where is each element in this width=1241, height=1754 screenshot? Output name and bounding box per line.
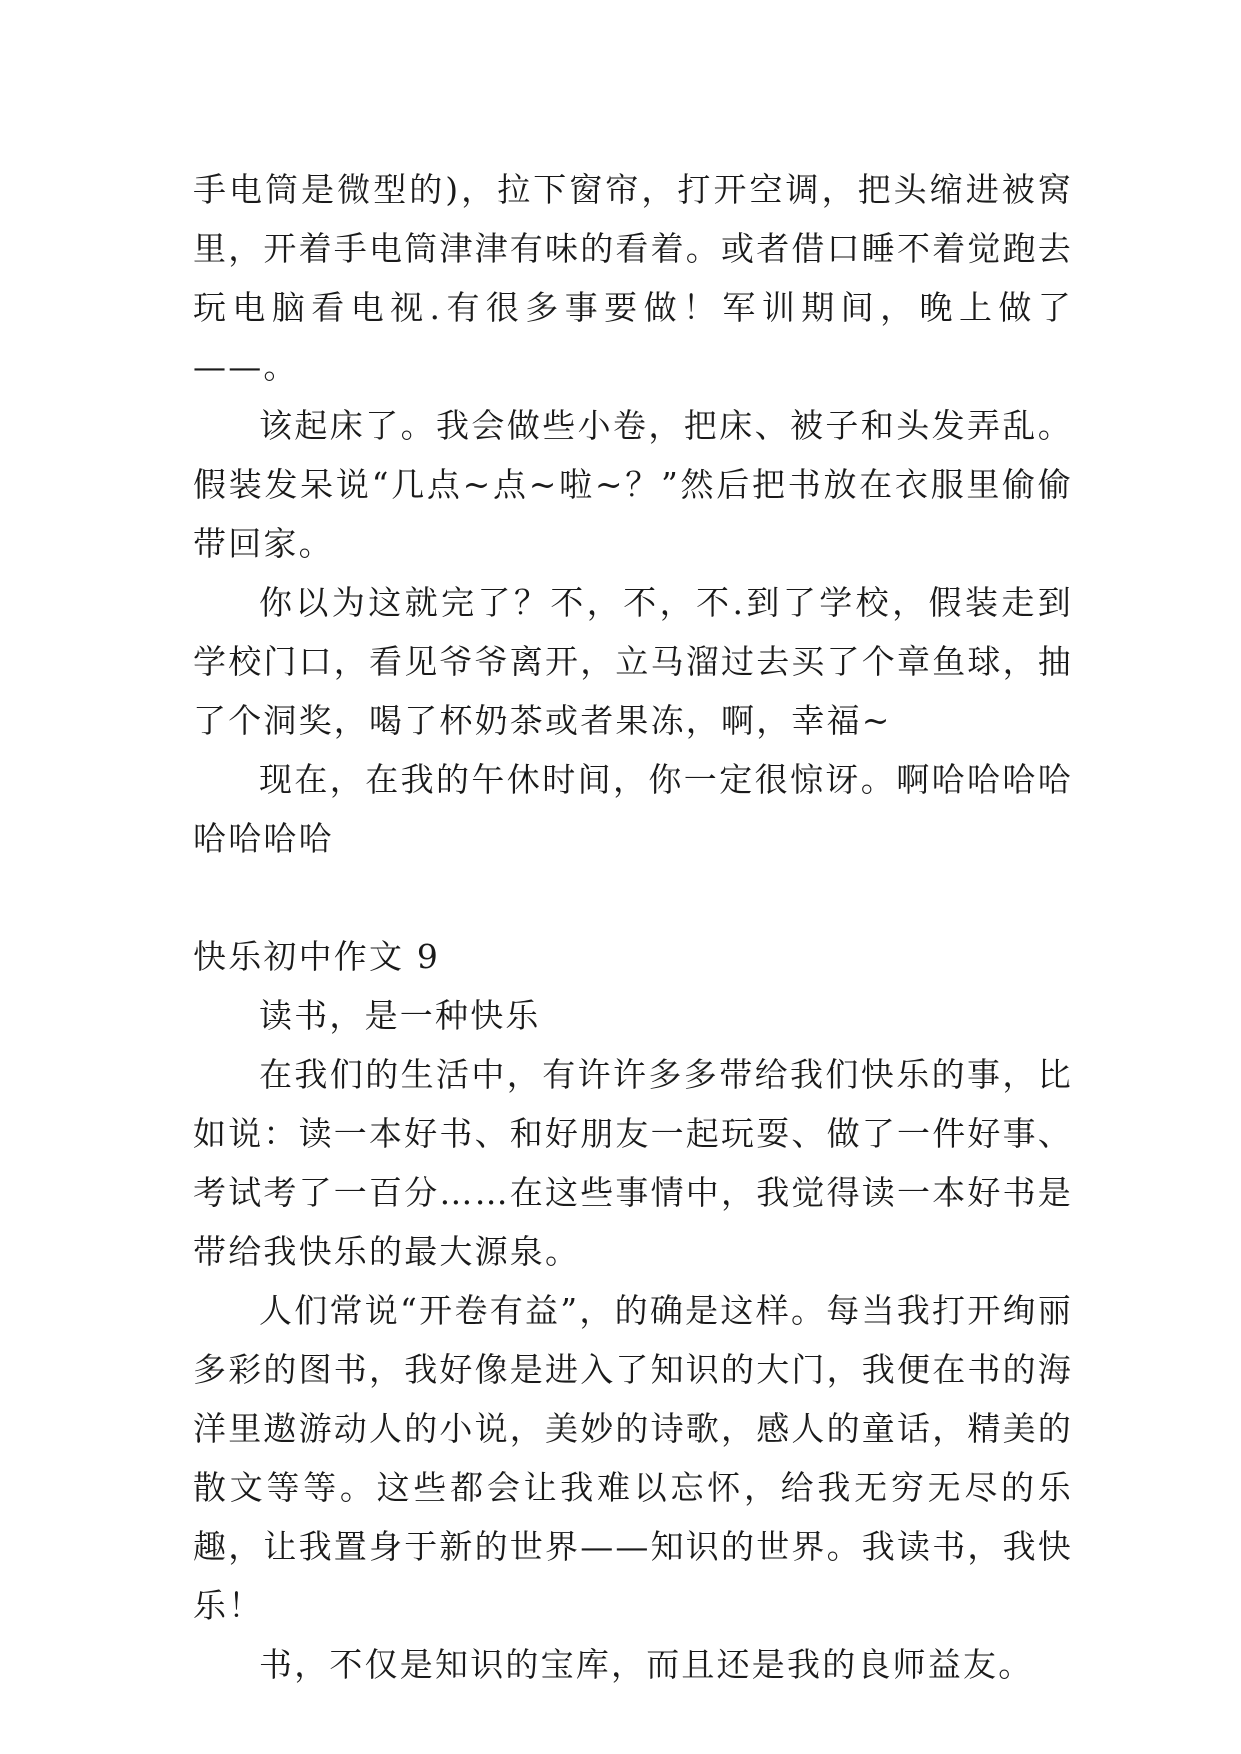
paragraph: 你以为这就完了？不，不，不.到了学校，假装走到学校门口，看见爷爷离开，立马溜过去买了个章鱼球，抽了个洞奖，喝了杯奶茶或者果冻，啊，幸福~ (193, 583, 1073, 740)
essay-title: 读书，是一种快乐 (259, 996, 541, 1035)
section-spacer (193, 868, 1073, 927)
paragraph: 人们常说“开卷有益”，的确是这样。每当我打开绚丽多彩的图书，我好像是进入了知识的大门，我便在书的海洋里遨游动人的小说，美妙的诗歌，感人的童话，精美的散文等等。这些都会让我难以忘怀，给我无穷无尽的乐趣，让我置身于新的世界——知识的世界。我读书，我快乐！ (193, 1291, 1073, 1625)
paragraph: 书，不仅是知识的宝库，而且还是我的良师益友。 (259, 1645, 1034, 1684)
paragraph: 该起床了。我会做些小卷，把床、被子和头发弄乱。假装发呆说“几点~点~啦~？”然后把书放在衣服里偷偷带回家。 (193, 406, 1073, 563)
document-body (193, 160, 1073, 1694)
section-heading: 快乐初中作文 9 (193, 937, 441, 976)
paragraph: 现在，在我的午休时间，你一定很惊讶。啊哈哈哈哈哈哈哈哈 (193, 760, 1073, 858)
paragraph: 手电筒是微型的)，拉下窗帘，打开空调，把头缩进被窝里，开着手电筒津津有味的看着。或者借口睡不着觉跑去玩电脑看电视.有很多事要做！军训期间，晚上做了——。 (193, 170, 1073, 386)
paragraph: 在我们的生活中，有许许多多带给我们快乐的事，比如说：读一本好书、和好朋友一起玩耍、做了一件好事、考试考了一百分……在这些事情中，我觉得读一本好书是带给我快乐的最大源泉。 (193, 1055, 1073, 1271)
